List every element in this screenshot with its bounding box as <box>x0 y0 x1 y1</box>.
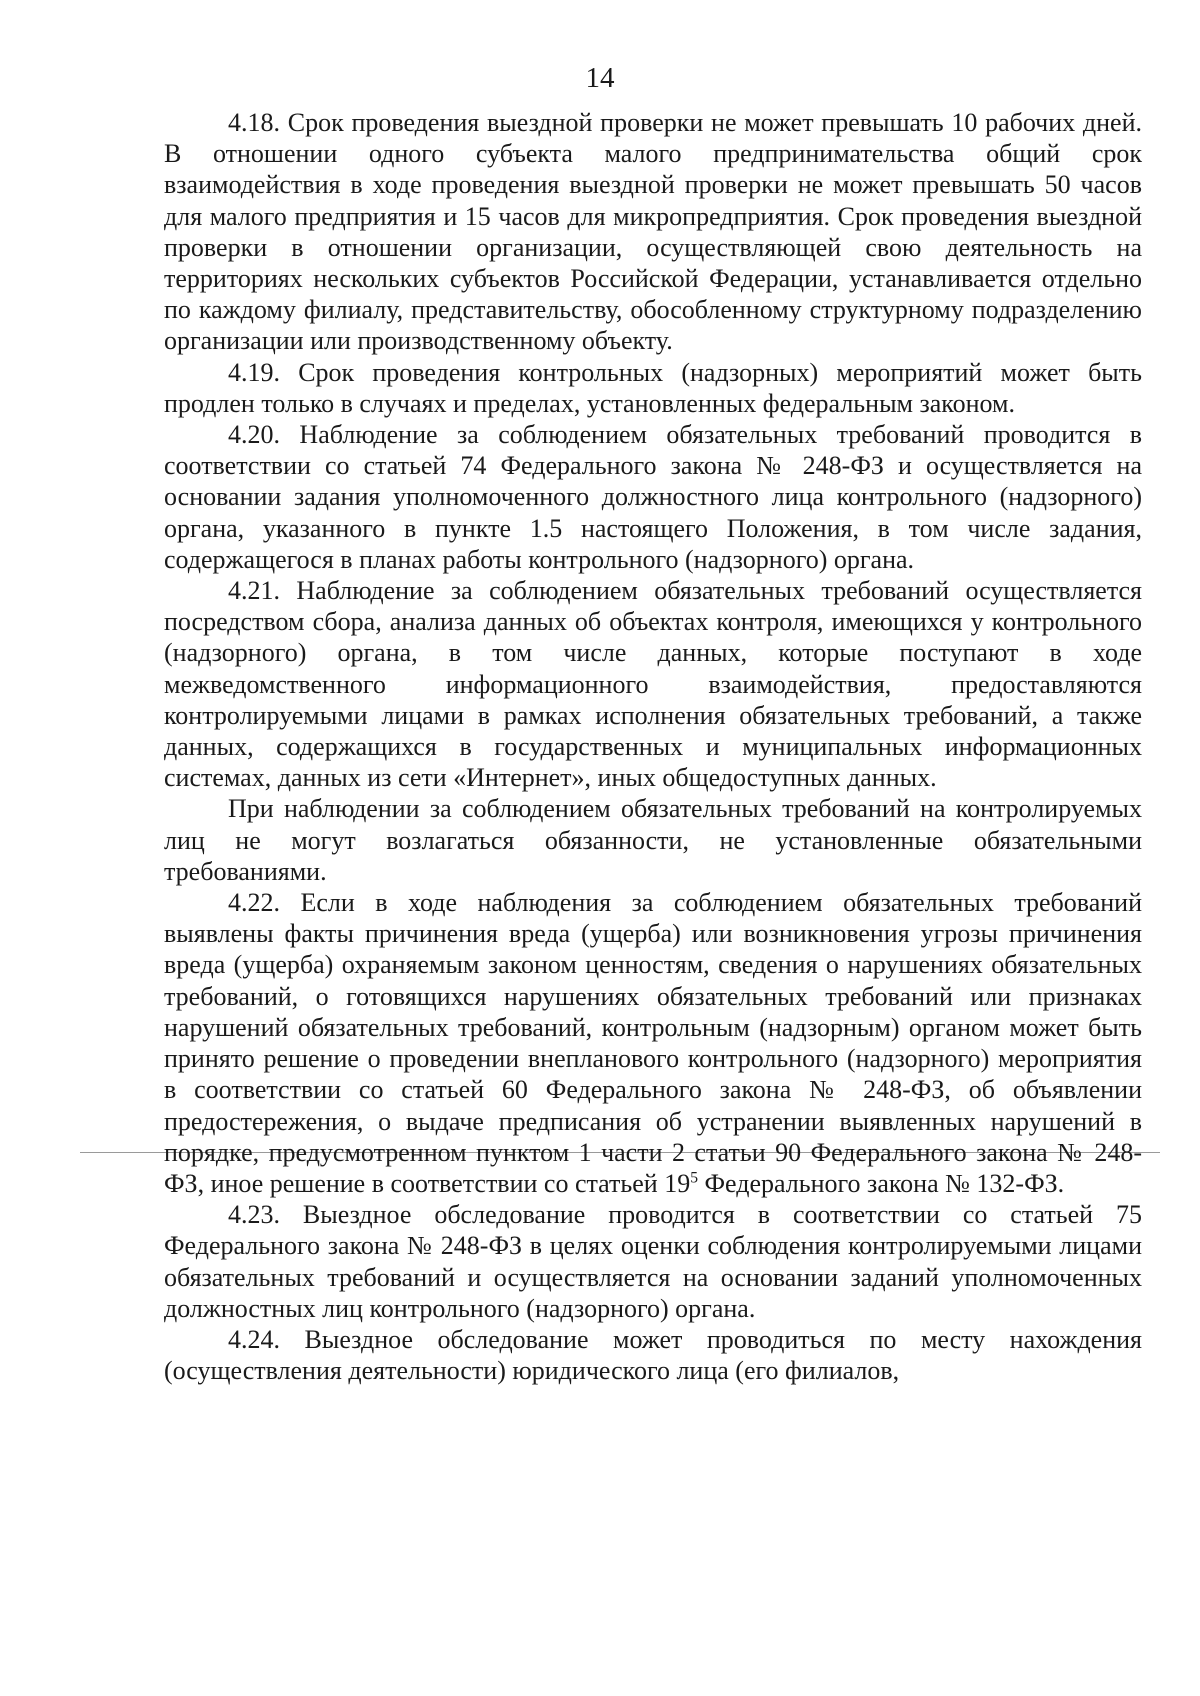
paragraph-4-22 <box>164 887 1142 1199</box>
paragraph-4-23: 4.23. Выездное обследование проводится в соответствии со статьей 75 Федерального закона № 248-ФЗ в целях оценки соблюдения контролируемыми лицами обязательных требований и осуществляется на основании заданий уполномоченных должностных лиц контрольного (надзорного) органа. <box>164 1200 1142 1323</box>
paragraph-4-22-text: 4.22. Если в ходе наблюдения за соблюдением обязательных требований выявлены факты причинения вреда (ущерба) или возникновения угрозы причинения вреда (ущерба) охраняемым законом ценностям, сведения о нарушениях обязательных требований, о готовящихся нарушениях обязательных требований или признаках нарушений обязательных требований, контрольным (надзорным) органом может быть принято решение о проведении внепланового контрольного (надзорного) мероприятия в соответствии со статьей 60 Федерального закона № 248-ФЗ, об объявлении предостережения, о выдаче предписания об устранении выявленных нарушений в порядке, предусмотренном пунктом 1 части 2 статьи 90 Федерального закона № 248-ФЗ, иное решение в соответствии со статьей 19 <box>164 888 1142 1198</box>
paragraph-4-24: 4.24. Выездное обследование может проводиться по месту нахождения (осуществления деятельности) юридического лица (его филиалов, <box>164 1324 1142 1386</box>
paragraph-4-22-tail: Федерального закона № 132-ФЗ. <box>698 1168 1065 1198</box>
paragraph-4-19: 4.19. Срок проведения контрольных (надзорных) мероприятий может быть продлен только в случаях и пределах, установленных федеральным законом. <box>164 357 1142 418</box>
page-number: 14 <box>585 62 615 94</box>
footnote-superscript: 5 <box>690 1169 699 1187</box>
paragraph-4-18: 4.18. Срок проведения выездной проверки не может превышать 10 рабочих дней. В отношении одного субъекта малого предпринимательства общий срок взаимодействия в ходе проведения выездной проверки не может превышать 50 часов для малого предприятия и 15 часов для микропредприятия. Срок проведения выездной проверки в отношении организации, осуществляющей свою деятельность на территориях нескольких субъектов Российской Федерации, устанавливается отдельно по каждому филиалу, представительству, обособленному структурному подразделению организации или производственному объекту. <box>164 108 1142 356</box>
document-body <box>164 107 1142 1386</box>
paragraph-4-21-continued: При наблюдении за соблюдением обязательных требований на контролируемых лиц не могут возлагаться обязанности, не установленные обязательными требованиями. <box>164 794 1142 886</box>
paragraph-4-20: 4.20. Наблюдение за соблюдением обязательных требований проводится в соответствии со статьей 74 Федерального закона № 248-ФЗ и осуществляется на основании задания уполномоченного должностного лица контрольного (надзорного) органа, указанного в пункте 1.5 настоящего Положения, в том числе задания, содержащегося в планах работы контрольного (надзорного) органа. <box>164 420 1142 574</box>
paragraph-4-21: 4.21. Наблюдение за соблюдением обязательных требований осуществляется посредством сбора, анализа данных об объектах контроля, имеющихся у контрольного (надзорного) органа, в том числе данных, которые поступают в ходе межведомственного информационного взаимодействия, предоставляются контролируемыми лицами в рамках исполнения обязательных требований, а также данных, содержащихся в государственных и муниципальных информационных системах, данных из сети «Интернет», иных общедоступных данных. <box>164 576 1142 793</box>
